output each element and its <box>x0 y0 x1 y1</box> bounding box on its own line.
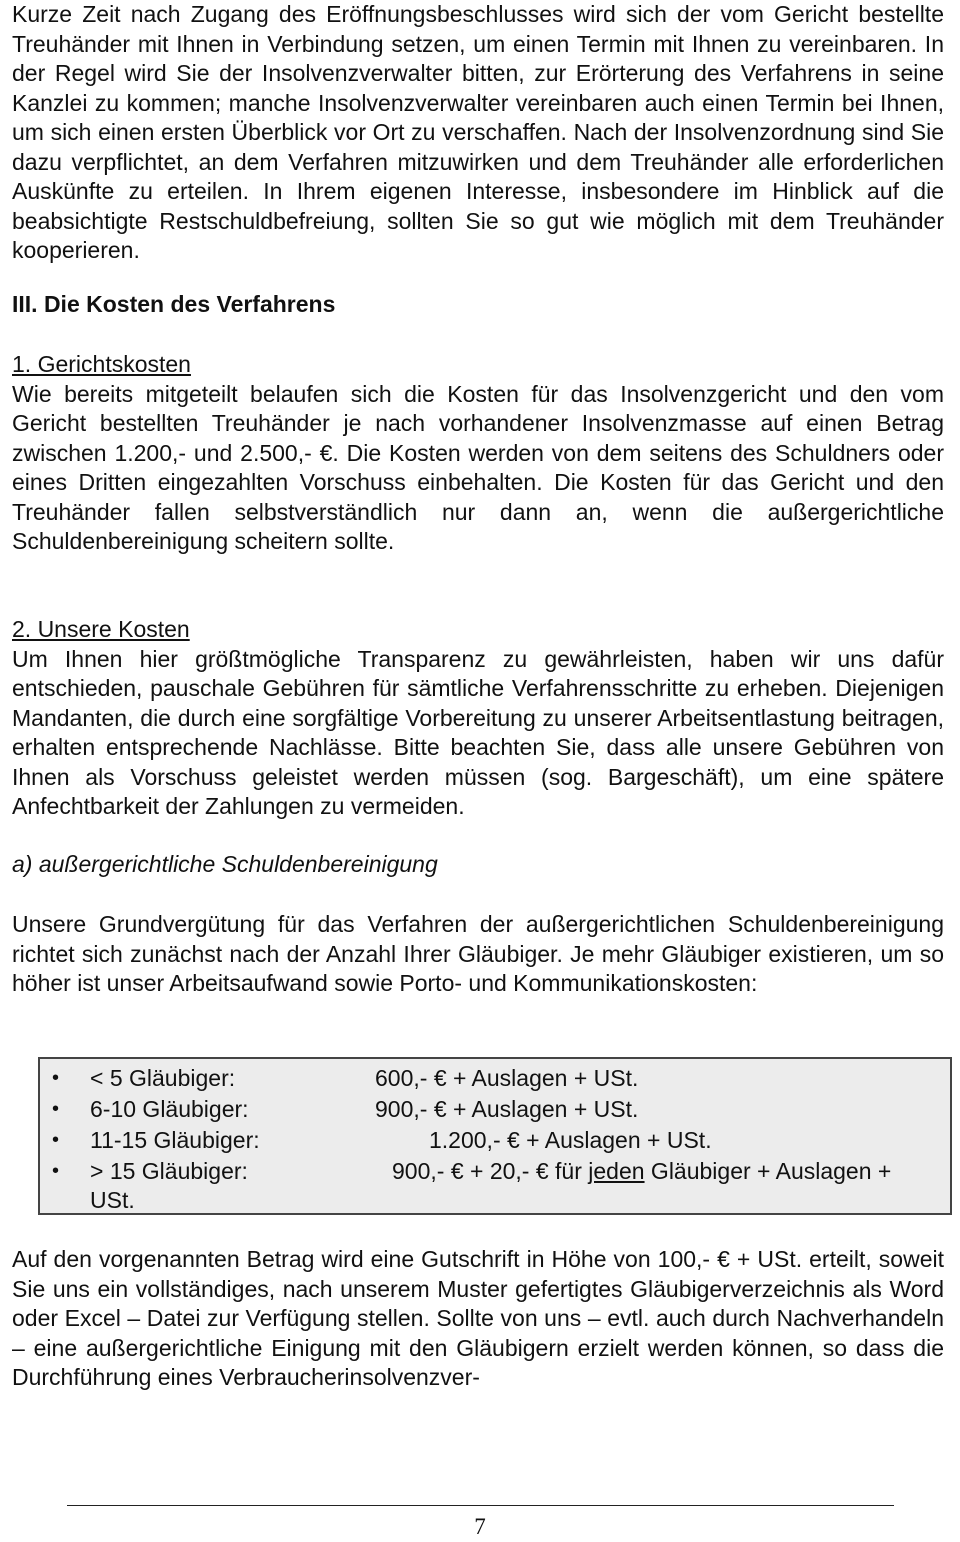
fee-value-emphasis: jeden <box>588 1158 645 1184</box>
fee-value: 900,- € + Auslagen + USt. <box>375 1096 639 1122</box>
fee-label: 11-15 Gläubiger: <box>90 1127 260 1153</box>
fee-value: 1.200,- € + Auslagen + USt. <box>429 1127 712 1153</box>
our-costs-section <box>12 615 944 822</box>
fee-value-pre: 900,- € + 20,- € für <box>392 1158 589 1184</box>
fee-row-continuation <box>40 1186 950 1216</box>
section-heading: III. Die Kosten des Verfahrens <box>12 291 336 317</box>
fee-row <box>40 1157 950 1187</box>
bullet-icon: • <box>52 1067 60 1089</box>
fee-label: 6-10 Gläubiger: <box>90 1096 249 1122</box>
credit-paragraph: Auf den vorgenannten Betrag wird eine Gutschrift in Höhe von 100,- € + USt. erteilt, soweit Sie uns ein vollständiges, nach unserem Muster gefertigtes Gläubigerverzeichnis als Word oder Excel – Datei zur Verfügung stellen. Sollte von uns – evtl. auch durch Nachverhandeln – eine außergerichtliche Einigung mit den Gläubigern erzielt werden können, so dass die Durchführung eines Verbraucherinsolvenzver- <box>12 1246 944 1390</box>
fee-value: 600,- € + Auslagen + USt. <box>375 1065 639 1091</box>
fee-row <box>40 1095 950 1125</box>
bullet-icon: • <box>52 1098 60 1120</box>
bullet-icon: • <box>52 1129 60 1151</box>
footer-divider <box>67 1505 894 1506</box>
fee-label: < 5 Gläubiger: <box>90 1065 236 1091</box>
fee-value <box>392 1157 891 1187</box>
our-costs-title: 2. Unsere Kosten <box>12 616 190 642</box>
subsection-a-body: Unsere Grundvergütung für das Verfahren der außergerichtlichen Schuldenbereinigung richtet sich zunächst nach der Anzahl Ihrer Gläubiger. Je mehr Gläubiger existieren, um so höher ist unser Arbeitsaufwand sowie Porto- und Kommunikationskosten: <box>12 911 944 996</box>
bullet-icon: • <box>52 1160 60 1182</box>
fee-table <box>38 1057 952 1215</box>
fee-row <box>40 1064 950 1094</box>
subsection-a-title: a) außergerichtliche Schuldenbereinigung <box>12 851 438 877</box>
fee-label: > 15 Gläubiger: <box>90 1158 248 1184</box>
court-costs-section <box>12 350 944 557</box>
court-costs-body: Wie bereits mitgeteilt belaufen sich die Kosten für das Insolvenzgericht und den vom Gericht bestellten Treuhänder je nach vorhandener Insolvenzmasse auf einen Betrag zwischen 1.200,- und 2.500,- €. Die Kosten werden von dem seitens des Schuldners oder eines Dritten eingezahlten Vorschuss einbehalten. Die Kosten für das Gericht und den Treuhänder fallen selbstverständlich nur dann an, wenn die außergerichtliche Schuldenbereinigung scheitern sollte. <box>12 380 944 554</box>
page-number: 7 <box>474 1514 486 1539</box>
our-costs-body: Um Ihnen hier größtmögliche Transparenz zu gewährleisten, haben wir uns dafür entschieden, pauschale Gebühren für sämtliche Verfahrensschritte zu erheben. Diejenigen Mandanten, die durch eine sorgfältige Vorbereitung zu unserer Arbeitsentlastung beitragen, erhalten entsprechende Nachlässe. Bitte beachten Sie, dass alle unsere Gebühren von Ihnen als Vorschuss geleistet werden müssen (sog. Bargeschäft), um eine spätere Anfechtbarkeit der Zahlungen zu vermeiden. <box>12 645 944 819</box>
fee-value-continuation: USt. <box>90 1187 135 1213</box>
fee-row <box>40 1126 950 1156</box>
intro-paragraph: Kurze Zeit nach Zugang des Eröffnungsbeschlusses wird sich der vom Gericht bestellte Treuhänder mit Ihnen in Verbindung setzen, um einen Termin mit Ihnen zu vereinbaren. In der Regel wird Sie der Insolvenzverwalter bitten, zur Erörterung des Verfahrens in seine Kanzlei zu kommen; manche Insolvenzverwalter vereinbaren auch einen Termin bei Ihnen, um sich einen ersten Überblick vor Ort zu verschaffen. Nach der Insolvenzordnung sind Sie dazu verpflichtet, an dem Verfahren mitzuwirken und dem Treuhänder alle erforderlichen Auskünfte zu erteilen. In Ihrem eigenen Interesse, insbesondere im Hinblick auf die beabsichtigte Restschuldbefreiung, sollten Sie so gut wie möglich mit dem Treuhänder kooperieren. <box>12 1 944 263</box>
court-costs-title: 1. Gerichtskosten <box>12 351 191 377</box>
fee-value-post: Gläubiger + Auslagen + <box>644 1158 892 1184</box>
